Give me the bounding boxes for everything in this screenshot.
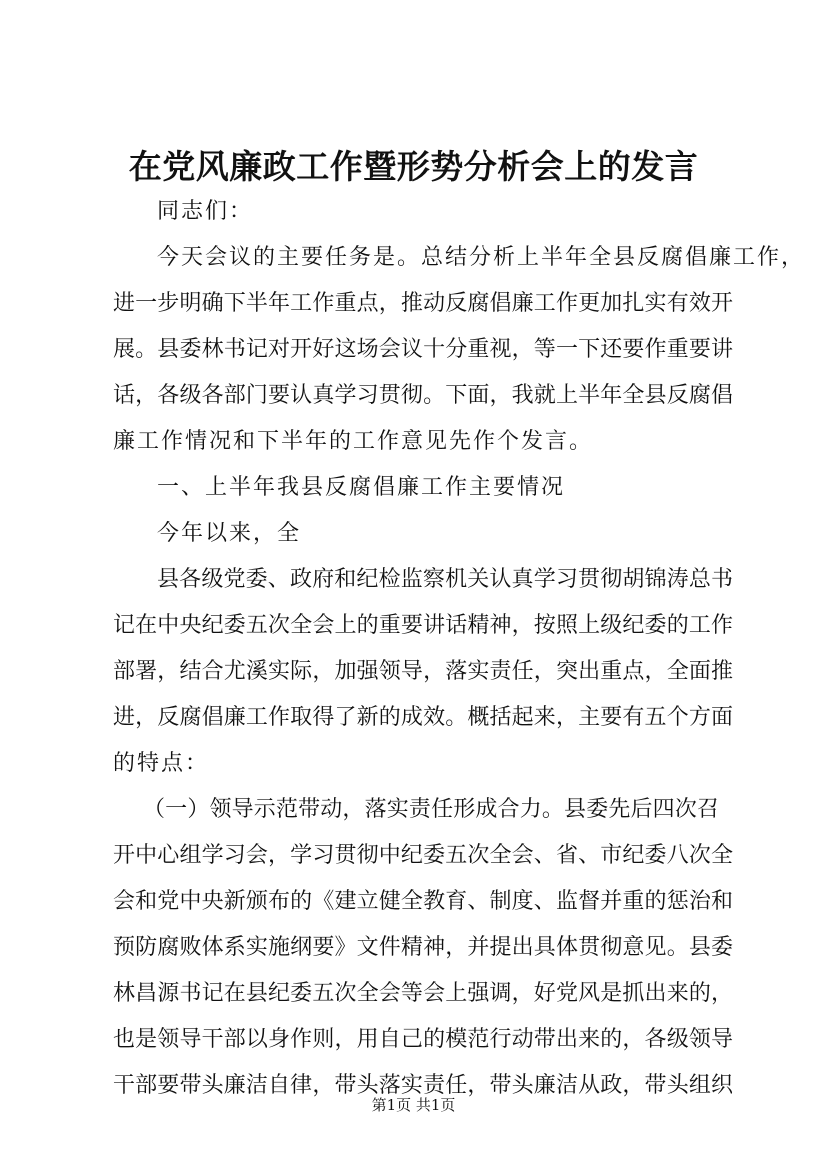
paragraph-line: 展。县委林书记对开好这场会议十分重视，等一下还要作重要讲 [113,337,733,362]
paragraph-line: 会和党中央新颁布的《建立健全教育、制度、监督并重的惩治和 [113,889,733,914]
paragraph-line: 进，反腐倡廉工作取得了新的成效。概括起来，主要有五个方面 [113,705,733,730]
paragraph-line: 的特点： [113,751,210,776]
paragraph-line: 林昌源书记在县纪委五次全会等会上强调，好党风是抓出来的， [113,981,733,1006]
salutation: 同志们： [157,199,254,224]
page-number-footer: 第1页 共1页 [371,1096,456,1114]
paragraph-line: 开中心组学习会，学习贯彻中纪委五次全会、省、市纪委八次全 [113,843,733,868]
paragraph-line: 部署，结合尤溪实际，加强领导，落实责任，突出重点，全面推 [113,659,733,684]
paragraph-line: 县各级党委、政府和纪检监察机关认真学习贯彻胡锦涛总书 [157,567,733,592]
paragraph-line: 记在中央纪委五次全会上的重要讲话精神，按照上级纪委的工作 [113,613,733,638]
paragraph-line: 廉工作情况和下半年的工作意见先作个发言。 [113,429,594,454]
document-title: 在党风廉政工作暨形势分析会上的发言 [128,147,699,186]
paragraph-line: 干部要带头廉洁自律，带头落实责任，带头廉洁从政，带头组织 [113,1073,733,1098]
paragraph-line: 进一步明确下半年工作重点，推动反腐倡廉工作更加扎实有效开 [113,291,733,316]
paragraph-line: 今天会议的主要任务是。总结分析上半年全县反腐倡廉工作， [157,245,806,270]
paragraph-line: 也是领导干部以身作则，用自己的模范行动带出来的，各级领导 [113,1027,733,1052]
section-heading: 一、上半年我县反腐倡廉工作主要情况 [157,475,566,500]
paragraph-line: 今年以来，全 [157,521,302,546]
paragraph-line: （一）领导示范带动，落实责任形成合力。县委先后四次召 [143,797,719,822]
paragraph-line: 预防腐败体系实施纲要》文件精神，并提出具体贯彻意见。县委 [113,935,733,960]
paragraph-line: 话，各级各部门要认真学习贯彻。下面，我就上半年全县反腐倡 [113,383,733,408]
